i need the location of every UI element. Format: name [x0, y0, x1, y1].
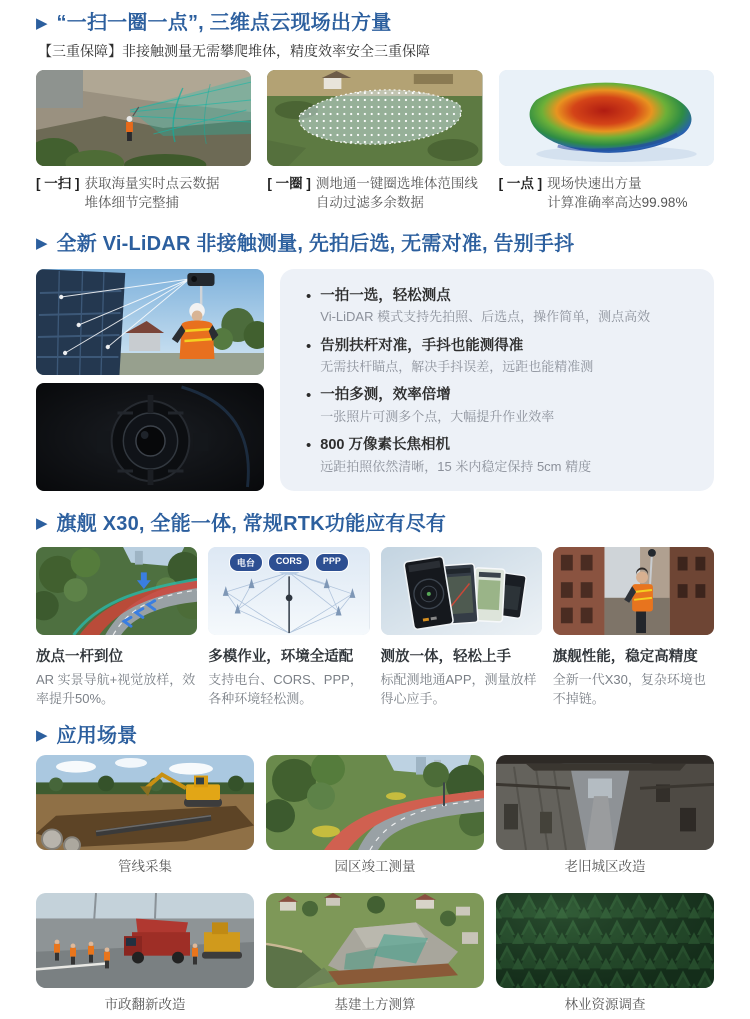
photo-road-renovation [36, 893, 254, 988]
caption-scan-tag: [ 一扫 ] [36, 175, 80, 191]
bullet-icon: • [306, 287, 312, 305]
scene-caption: 基建土方测算 [334, 996, 416, 1012]
scene-caption: 市政翻新改造 [104, 996, 186, 1012]
photo-mound-circle-select [267, 70, 482, 166]
scene-old-town [496, 755, 714, 881]
section1-image-row [36, 70, 714, 166]
scene-grid [36, 755, 714, 1019]
feature-desc: 支持电台、CORS、PPP，各种环境轻松测。 [208, 671, 363, 707]
section2-title-row [36, 231, 714, 257]
feature-col-ar [36, 547, 197, 709]
bullet-desc: Vi-LiDAR 模式支持先拍照、后选点，操作简单，测点高效 [320, 309, 651, 325]
scene-forestry [496, 893, 714, 1019]
feature-col-app [381, 547, 542, 709]
section-flagship-x30 [36, 511, 714, 709]
bullet-icon: • [306, 387, 312, 405]
badge-cors: CORS [268, 553, 310, 572]
badge-radio: 电台 [229, 553, 263, 572]
photo-earthwork-estimation [266, 893, 484, 988]
section2-image-column [36, 269, 264, 491]
section-vi-lidar [36, 231, 714, 491]
section3-image-row [36, 547, 714, 709]
section3-title: 旗舰 X30, 全能一体, 常规RTK功能应有尽有 [56, 512, 447, 535]
section4-title: 应用场景 [56, 724, 138, 747]
badge-ppp: PPP [315, 553, 349, 572]
bullet-icon: • [306, 337, 312, 355]
photo-network-diagram [208, 547, 369, 635]
scene-municipal [36, 893, 254, 1019]
photo-pointcloud-heatmap [499, 70, 714, 166]
section3-title-row [36, 511, 714, 537]
bullet-desc: 远距拍照依然清晰，15 米内稳定保持 5cm 精度 [320, 458, 592, 474]
scene-pipeline [36, 755, 254, 881]
feature-title: 多模作业，环境全适配 [208, 648, 354, 665]
feature-desc: 标配测地通APP，测量放样得心应手。 [380, 671, 537, 707]
bullet-title: 800 万像素长焦相机 [320, 437, 450, 454]
photo-urban-surveyor [553, 547, 714, 635]
feature-col-performance [553, 547, 714, 709]
feature-title: 测放一体，轻松上手 [380, 648, 511, 665]
scene-earthwork [266, 893, 484, 1019]
bullet-icon: • [306, 437, 312, 455]
bullet-title: 一拍一选，轻松测点 [320, 287, 451, 304]
feature-desc: AR 实景导航+视觉放样，效率提升50%。 [36, 671, 196, 707]
scene-caption: 管线采集 [118, 858, 172, 874]
scene-caption: 林业资源调查 [564, 996, 646, 1012]
bullet-item [306, 287, 690, 327]
section-arrow-icon: ▶ [36, 14, 48, 32]
photo-old-town-renewal [496, 755, 714, 850]
section1-subtitle: 【三重保障】非接触测量无需攀爬堆体，精度效率安全三重保障 [38, 43, 430, 59]
bullet-desc: 一张照片可测多个点，大幅提升作业效率 [320, 409, 555, 424]
mode-badges [229, 553, 349, 572]
section1-title: “一扫一圈一点”, 三维点云现场出方量 [56, 12, 392, 34]
photo-forestry-survey [496, 893, 714, 988]
caption-scan-line1: 获取海量实时点云数据 [84, 175, 220, 191]
feature-title: 旗舰性能，稳定高精度 [552, 648, 698, 665]
bullet-desc: 无需扶杆瞄点，解决手抖误差，远距也能精准测 [320, 359, 594, 375]
bullet-title: 告别扶杆对准，手抖也能测得准 [320, 337, 524, 354]
section-arrow-icon: ▶ [36, 727, 48, 745]
caption-point-line1: 现场快速出方量 [547, 175, 642, 191]
scene-caption: 园区竣工测量 [334, 858, 416, 874]
caption-scan-line2: 堆体细节完整捕 [84, 195, 179, 211]
section4-title-row [36, 723, 714, 749]
section2-title: 全新 Vi-LiDAR 非接触测量, 先拍后选, 无需对准, 告别手抖 [56, 232, 575, 255]
caption-point-line2: 计算准确率高达99.98% [547, 195, 688, 211]
bullet-item [306, 386, 690, 426]
scene-park-survey [266, 755, 484, 881]
caption-point-tag: [ 一点 ] [498, 175, 543, 191]
photo-field-scan [36, 70, 251, 166]
photo-lens-closeup [36, 383, 264, 491]
caption-scan [36, 174, 251, 213]
photo-app-screens [381, 547, 542, 635]
section-arrow-icon: ▶ [36, 235, 48, 253]
bullet-title: 一拍多测，效率倍增 [320, 387, 451, 404]
caption-circle-line2: 自动过滤多余数据 [315, 195, 424, 211]
photo-park-completion [266, 755, 484, 850]
caption-circle-line1: 测地通一键圈选堆体范围线 [315, 175, 478, 191]
section1-title-row [36, 10, 714, 36]
caption-circle [267, 174, 482, 213]
feature-desc: 全新一代X30，复杂环境也不掉链。 [552, 671, 706, 707]
feature-col-multimode [208, 547, 369, 709]
section-arrow-icon: ▶ [36, 515, 48, 533]
caption-point [499, 174, 714, 213]
bullet-item [306, 337, 690, 377]
section2-body [36, 269, 714, 491]
photo-pipeline-collection [36, 755, 254, 850]
bullet-item [306, 436, 690, 476]
photo-surveyor-building [36, 269, 264, 375]
scene-caption: 老旧城区改造 [564, 858, 646, 874]
caption-circle-tag: [ 一圈 ] [267, 175, 311, 191]
section-point-cloud [36, 10, 714, 213]
feature-title: 放点一杆到位 [36, 648, 123, 665]
section2-feature-panel [280, 269, 714, 491]
section-application-scenes [36, 723, 714, 1019]
photo-ar-navigation [36, 547, 197, 635]
section1-caption-row [36, 174, 714, 213]
